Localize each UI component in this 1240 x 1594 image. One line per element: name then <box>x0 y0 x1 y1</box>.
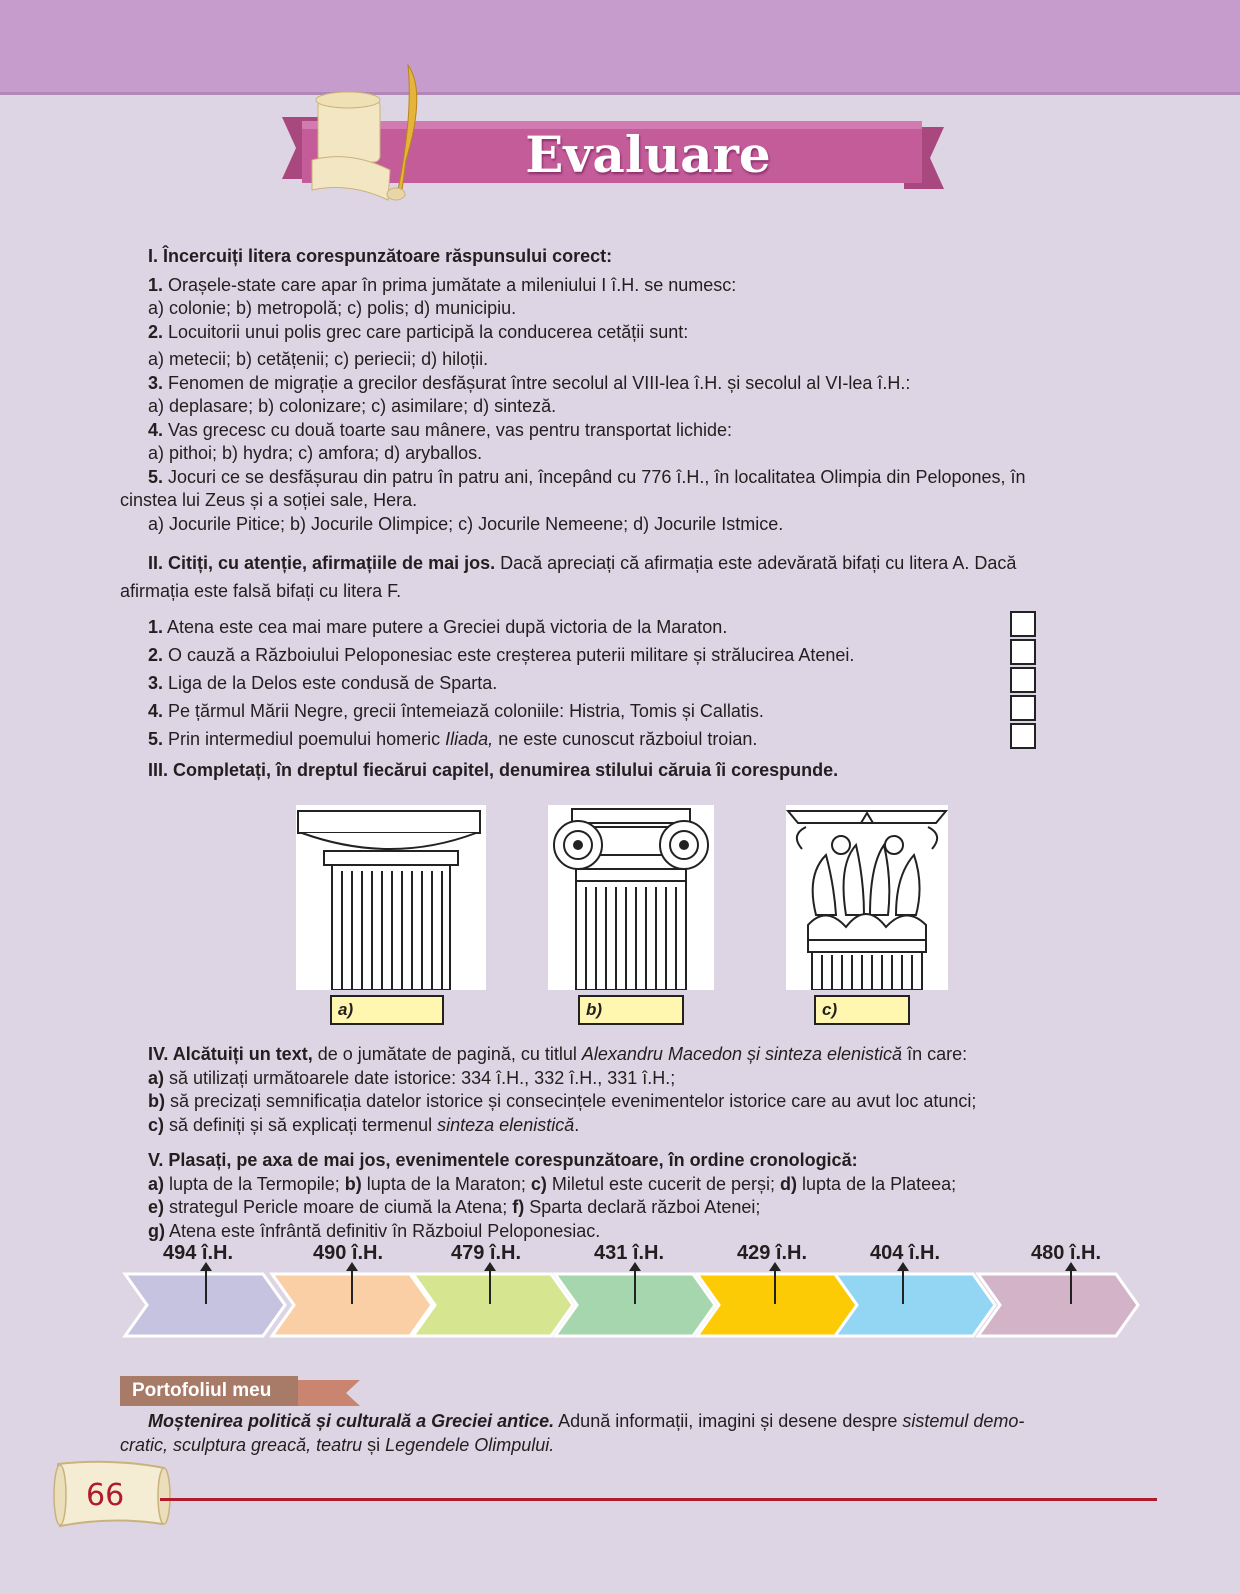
timeline-year: 490 î.H. <box>313 1242 384 1264</box>
section-1-heading: I. Încercuiți litera corespunzătoare răspunsului corect: <box>148 246 613 266</box>
timeline-tick <box>205 1268 207 1304</box>
corinthian-capital-image <box>786 805 948 990</box>
statement-2-checkbox[interactable] <box>1010 639 1036 665</box>
statement-4: 4. Pe țărmul Mării Negre, grecii întemeiază coloniile: Histria, Tomis și Callatis. <box>148 701 764 721</box>
statement-1: 1. Atena este cea mai mare putere a Greciei după victoria de la Maraton. <box>148 617 728 637</box>
evaluation-content <box>120 245 1150 783</box>
timeline-axis <box>0 1240 1240 1370</box>
page-title: Evaluare <box>525 125 771 184</box>
scroll-quill-icon <box>310 60 450 210</box>
section-5-line-2: e) strategul Pericle moare de ciumă la Atena; f) Sparta declară război Atenei; <box>148 1197 761 1217</box>
section-4-heading: IV. Alcătuiți un text, de o jumătate de pagină, cu titlul Alexandru Macedon și sinteza elenistică în care: <box>148 1044 968 1064</box>
timeline-tick <box>351 1268 353 1304</box>
section-4-b: b) să precizați semnificația datelor istorice și consecințele evenimentelor istorice care au avut loc atunci; <box>148 1091 977 1111</box>
answers-3: a) deplasare; b) colonizare; c) asimilare; d) sinteză. <box>148 396 557 416</box>
timeline-tick <box>489 1268 491 1304</box>
statement-4-checkbox[interactable] <box>1010 695 1036 721</box>
timeline-year: 479 î.H. <box>451 1242 522 1264</box>
statement-1-checkbox[interactable] <box>1010 611 1036 637</box>
timeline-year: 429 î.H. <box>737 1242 808 1264</box>
doric-capital-image <box>296 805 486 990</box>
ionic-capital-image <box>548 805 714 990</box>
statement-5-checkbox[interactable] <box>1010 723 1036 749</box>
section-2-intro: II. Citiți, cu atenție, afirmațiile de mai jos. Dacă apreciați că afirmația este adevărată bifați cu litera A. Dacă <box>148 553 1017 573</box>
top-color-bar <box>0 0 1240 95</box>
timeline-year: 480 î.H. <box>1031 1242 1102 1264</box>
answers-4: a) pithoi; b) hydra; c) amfora; d) aryballos. <box>148 443 483 463</box>
sections-4-5 <box>120 1043 1150 1243</box>
section-5-line-1: a) lupta de la Termopile; b) lupta de la Maraton; c) Miletul este cucerit de perși; d) lupta de la Plateea; <box>148 1173 957 1194</box>
timeline-tick <box>902 1268 904 1304</box>
timeline-segment <box>413 1274 573 1336</box>
portfolio-label: Portofoliul meu <box>120 1376 298 1406</box>
statement-5: 5. Prin intermediul poemului homeric Iliada, ne este cunoscut războiul troian. <box>148 729 758 749</box>
answers-2: a) metecii; b) cetățenii; c) periecii; d) hiloții. <box>148 349 489 369</box>
question-2: 2. Locuitorii unui polis grec care participă la conducerea cetății sunt: <box>148 321 689 342</box>
section-4-a: a) să utilizați următoarele date istorice: 334 î.H., 332 î.H., 331 î.H.; <box>148 1067 676 1088</box>
answers-1: a) colonie; b) metropolă; c) polis; d) municipiu. <box>148 298 517 318</box>
question-5-cont: cinstea lui Zeus și a soției sale, Hera. <box>120 490 418 510</box>
timeline-segment <box>978 1274 1138 1336</box>
statement-2: 2. O cauză a Războiului Peloponesiac este creșterea puterii militare și strălucirea Atenei. <box>148 645 855 665</box>
timeline-year: 404 î.H. <box>870 1242 941 1264</box>
statement-3: 3. Liga de la Delos este condusă de Sparta. <box>148 673 498 693</box>
timeline-year: 431 î.H. <box>594 1242 665 1264</box>
portfolio-text: Moștenirea politică și culturală a Greciei antice. Adună informații, imagini și desene despre sistemul demo- cratic, sculptura greacă, teatru și Legendele Olimpului. <box>120 1411 1025 1455</box>
question-1: 1. Orașele-state care apar în prima jumătate a mileniului I î.H. se numesc: <box>148 274 737 295</box>
footer-divider <box>160 1498 1157 1501</box>
question-3: 3. Fenomen de migrație a grecilor desfășurat între secolul al VIII-lea î.H. și secolul al VI-lea î.H.: <box>148 372 911 393</box>
section-2-intro-cont: afirmația este falsă bifați cu litera F. <box>120 580 402 601</box>
timeline-tick <box>774 1268 776 1304</box>
timeline-tick <box>634 1268 636 1304</box>
answers-5: a) Jocurile Pitice; b) Jocurile Olimpice; c) Jocurile Nemeene; d) Jocurile Istmice. <box>148 513 784 534</box>
timeline-tick <box>1070 1268 1072 1304</box>
section-5-line-3: g) Atena este înfrântă definitiv în Războiul Peloponesiac. <box>148 1220 601 1241</box>
answer-box-c[interactable]: c) <box>814 995 910 1025</box>
statement-3-checkbox[interactable] <box>1010 667 1036 693</box>
timeline-segment <box>835 1274 995 1336</box>
answer-box-b[interactable]: b) <box>578 995 684 1025</box>
section-3-heading: III. Completați, în dreptul fiecărui capitel, denumirea stilului căruia îi corespunde. <box>148 760 839 780</box>
page-number: 66 <box>86 1478 125 1513</box>
timeline-year: 494 î.H. <box>163 1242 234 1264</box>
question-4: 4. Vas grecesc cu două toarte sau mânere, vas pentru transportat lichide: <box>148 419 732 440</box>
timeline-segment <box>697 1274 857 1336</box>
question-5: 5. Jocuri ce se desfășurau din patru în patru ani, începând cu 776 î.H., în localitatea Olimpia din Pelopones, în <box>148 466 1026 487</box>
section-5-heading: V. Plasați, pe axa de mai jos, evenimentele corespunzătoare, în ordine cronologică: <box>148 1150 858 1170</box>
section-4-c: c) să definiți și să explicați termenul sinteza elenistică. <box>148 1114 580 1135</box>
answer-box-a[interactable]: a) <box>330 995 444 1025</box>
